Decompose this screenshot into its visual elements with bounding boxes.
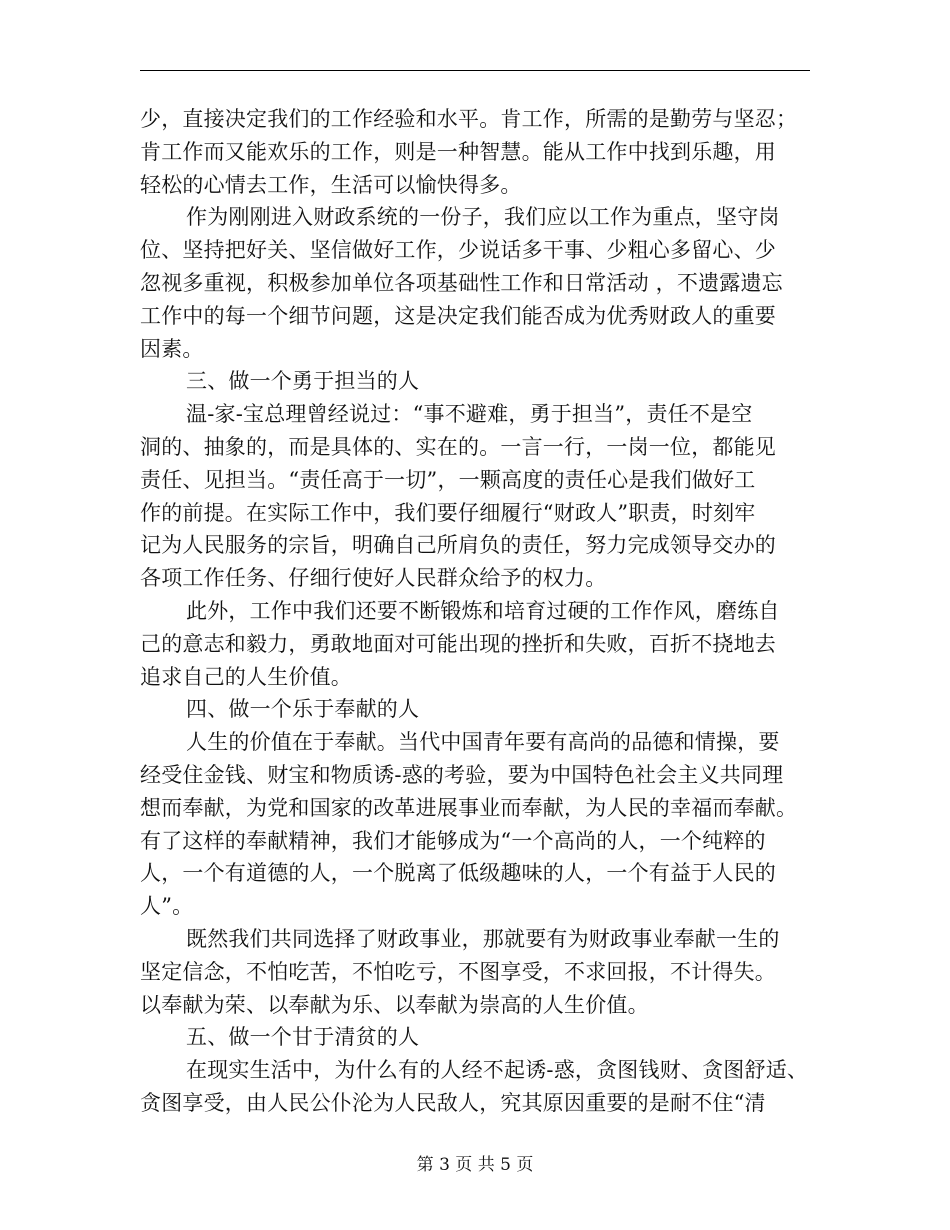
text-line: 有了这样的奉献精神，我们才能够成为“一个高尚的人，一个纯粹的	[140, 828, 766, 853]
text-line: 记为人民服务的宗旨，明确自己所肩负的责任，努力完成领导交办的	[140, 533, 776, 558]
text-line: 四、做一个乐于奉献的人	[186, 697, 420, 722]
text-line: 少，直接决定我们的工作经验和水平。肯工作，所需的是勤劳与坚忍；	[140, 107, 798, 131]
text-line: 因素。	[140, 336, 204, 361]
text-line: 位、坚持把好关、坚信做好工作，少说话多干事、少粗心多留心、少	[140, 238, 776, 263]
text-line: 经受住金钱、财宝和物质诱-惑的考验，要为中国特色社会主义共同理	[140, 762, 784, 787]
text-line: 轻松的心情去工作，生活可以愉快得多。	[140, 172, 522, 197]
text-line: 以奉献为荣、以奉献为乐、以奉献为崇高的人生价值。	[140, 992, 649, 1017]
document-body	[140, 103, 820, 1120]
text-line: 贪图享受，由人民公仆沦为人民敌人，究其原因重要的是耐不住“清	[140, 1090, 766, 1115]
text-line: 各项工作任务、仔细行使好人民群众给予的权力。	[140, 566, 607, 591]
text-line: 坚定信念，不怕吃苦，不怕吃亏，不图享受，不求回报，不计得失。	[140, 959, 776, 984]
text-line: 五、做一个甘于清贫的人	[186, 1025, 420, 1050]
text-line: 人生的价值在于奉献。当代中国青年要有高尚的品德和情操，要	[186, 730, 780, 755]
text-line: 人，一个有道德的人，一个脱离了低级趣味的人，一个有益于人民的	[140, 861, 776, 886]
text-line: 追求自己的人生价值。	[140, 664, 352, 689]
text-line: 工作中的每一个细节问题，这是决定我们能否成为优秀财政人的重要	[140, 303, 776, 328]
text-line: 作为刚刚进入财政系统的一份子，我们应以工作为重点，坚守岗	[186, 205, 780, 230]
text-line: 肯工作而又能欢乐的工作，则是一种智慧。能从工作中找到乐趣，用	[140, 139, 776, 164]
text-line: 温-家-宝总理曾经说过：“事不避难，勇于担当”，责任不是空	[186, 402, 753, 427]
text-line: 洞的、抽象的，而是具体的、实在的。一言一行，一岗一位，都能见	[140, 434, 776, 459]
text-line: 人”。	[140, 894, 194, 919]
text-line: 责任、见担当。“责任高于一切”，一颗高度的责任心是我们做好工	[140, 467, 756, 492]
text-line: 想而奉献，为党和国家的改革进展事业而奉献，为人民的幸福而奉献。	[140, 795, 798, 820]
text-line: 此外，工作中我们还要不断锻炼和培育过硬的工作作风，磨练自	[186, 598, 780, 623]
header-rule	[140, 70, 810, 71]
text-line: 作的前提。在实际工作中，我们要仔细履行“财政人”职责，时刻牢	[140, 500, 756, 525]
page-number-footer: 第 3 页 共 5 页	[416, 1155, 534, 1175]
text-line: 己的意志和毅力，勇敢地面对可能出现的挫折和失败，百折不挠地去	[140, 631, 776, 656]
text-line: 在现实生活中，为什么有的人经不起诱-惑，贪图钱财、贪图舒适、	[186, 1058, 809, 1083]
text-line: 既然我们共同选择了财政事业，那就要有为财政事业奉献一生的	[186, 926, 780, 951]
text-line: 忽视多重视，积极参加单位各项基础性工作和日常活动 ，不遗露遗忘	[140, 270, 783, 295]
text-line: 三、做一个勇于担当的人	[186, 369, 420, 394]
